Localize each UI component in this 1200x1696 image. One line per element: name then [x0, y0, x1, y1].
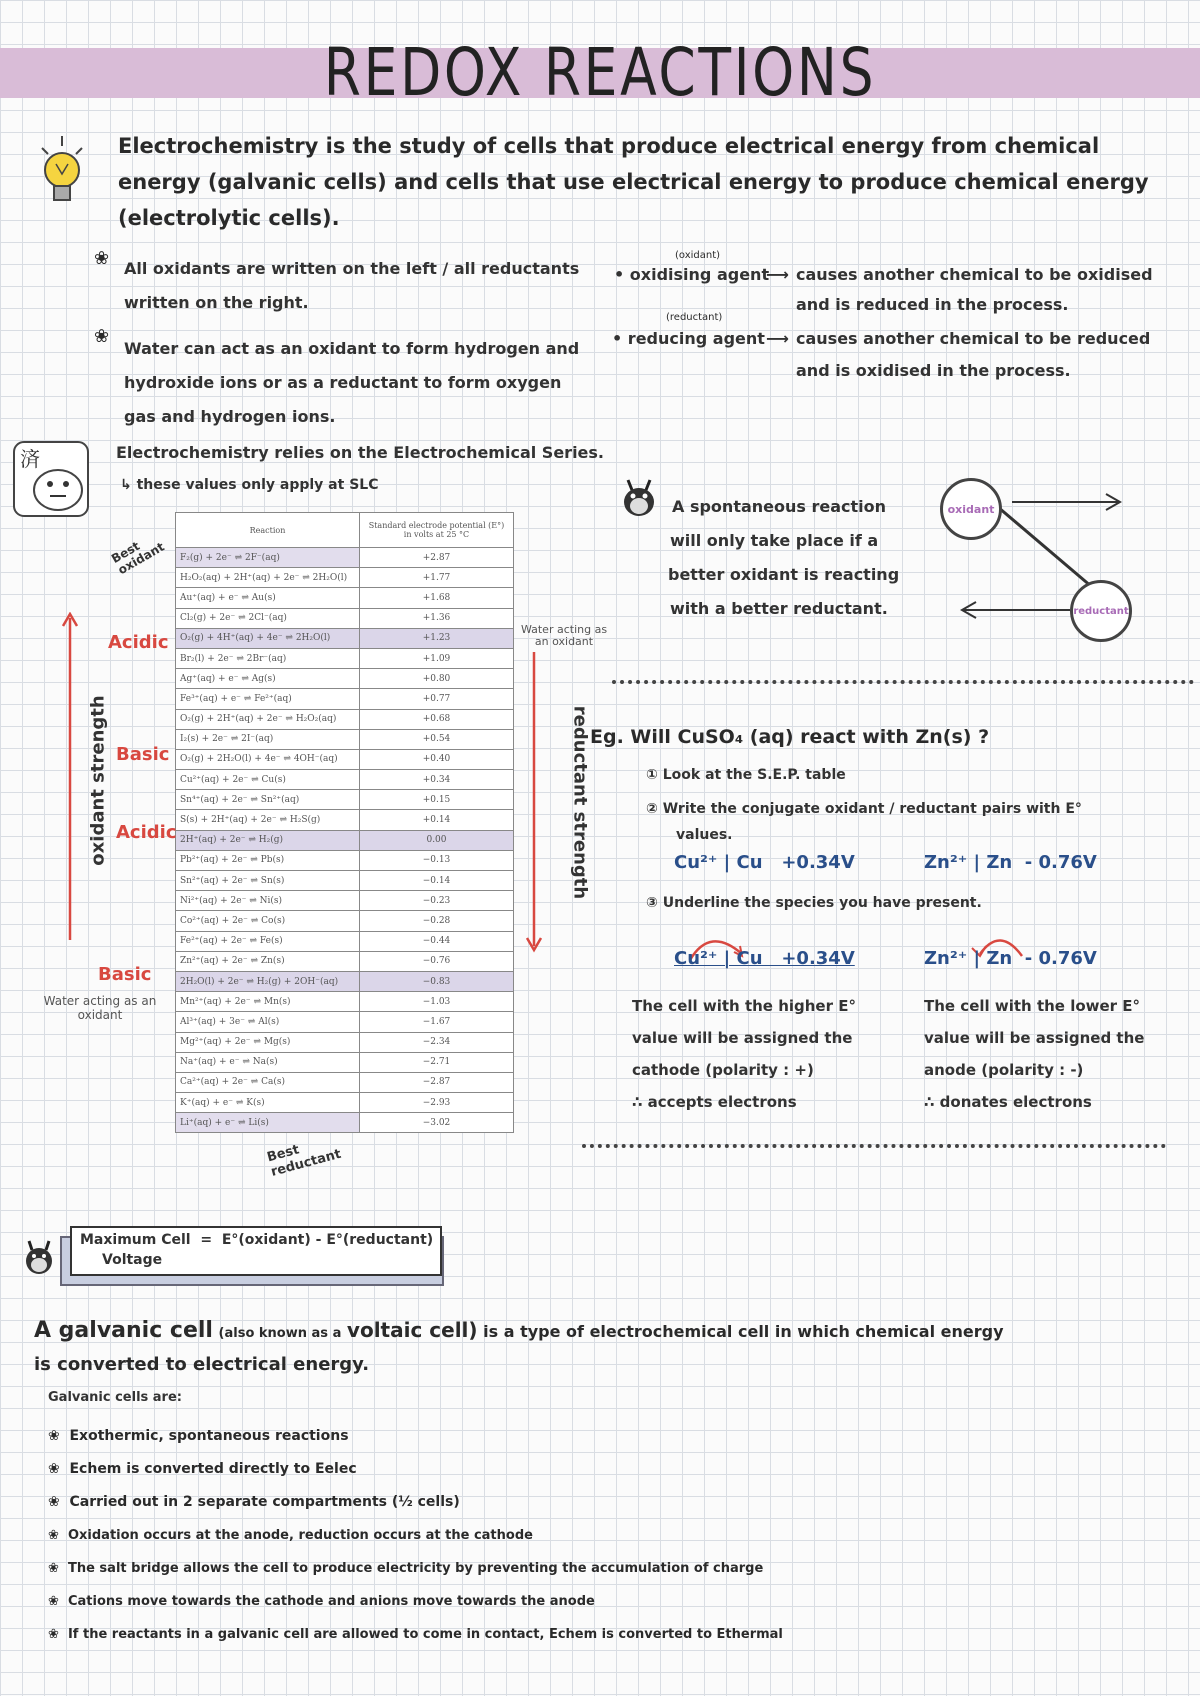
note-2a: Water can act as an oxidant to form hydrogen and [124, 339, 580, 358]
example-step-2: ② Write the conjugate oxidant / reductant pairs with E° [646, 801, 1082, 817]
reaction-cell: Cu²⁺(aq) + 2e⁻ ⇌ Cu(s) [176, 770, 360, 790]
table-row [176, 830, 514, 850]
reaction-cell: K⁺(aq) + e⁻ ⇌ K(s) [176, 1093, 360, 1113]
basic-label-2: Basic [98, 964, 152, 985]
totoro-icon [620, 474, 658, 518]
table-row [176, 548, 514, 568]
flower-bullet-icon: ❀ [94, 248, 110, 269]
potential-cell: −2.34 [360, 1032, 514, 1052]
potential-cell: −0.44 [360, 931, 514, 951]
reaction-cell: F₂(g) + 2e⁻ ⇌ 2F⁻(aq) [176, 548, 360, 568]
galvanic-bullet-5: The salt bridge allows the cell to produce electricity by preventing the accumulation of charge [67, 1561, 764, 1576]
totoro-sticker-icon [12, 440, 90, 518]
col-reaction: Reaction [176, 513, 360, 548]
table-row [176, 1093, 514, 1113]
reductant-strength-label: reductant strength [569, 705, 591, 900]
dotted-divider [612, 680, 1194, 684]
potential-cell: −0.76 [360, 951, 514, 971]
galvanic-term: A galvanic cell [34, 1318, 213, 1343]
left-rule-1: The cell with the higher E° [632, 997, 856, 1015]
potential-cell: +0.77 [360, 689, 514, 709]
potential-cell: +0.40 [360, 749, 514, 769]
reaction-cell: 2H₂O(l) + 2e⁻ ⇌ H₂(g) + 2OH⁻(aq) [176, 971, 360, 991]
voltage-line-2: Voltage [102, 1252, 163, 1268]
arrow-up-icon [60, 612, 80, 942]
reaction-cell: O₂(g) + 2H⁺(aq) + 2e⁻ ⇌ H₂O₂(aq) [176, 709, 360, 729]
note-2b: hydroxide ions or as a reductant to form oxygen [124, 373, 562, 392]
reaction-cell: Co²⁺(aq) + 2e⁻ ⇌ Co(s) [176, 911, 360, 931]
potential-cell: −0.83 [360, 971, 514, 991]
reaction-cell: Fe²⁺(aq) + 2e⁻ ⇌ Fe(s) [176, 931, 360, 951]
acidic-label-1: Acidic [108, 632, 169, 653]
totoro-icon [22, 1236, 56, 1276]
table-row [176, 1012, 514, 1032]
reaction-cell: Mg²⁺(aq) + 2e⁻ ⇌ Mg(s) [176, 1032, 360, 1052]
note-2c: gas and hydrogen ions. [124, 407, 336, 426]
right-rule-1: The cell with the lower E° [924, 997, 1141, 1015]
spontaneous-line-1: A spontaneous reaction [672, 497, 887, 516]
flower-bullet-icon: ❀ [48, 1561, 59, 1576]
flower-bullet-icon: ❀ [48, 1528, 59, 1543]
reaction-cell: Al³⁺(aq) + 3e⁻ ⇌ Al(s) [176, 1012, 360, 1032]
cu-pair-2: Cu²⁺ | Cu +0.34V [674, 948, 855, 969]
table-row [176, 689, 514, 709]
voltage-line-1: Maximum Cell = E°(oxidant) - E°(reductant) [80, 1232, 434, 1248]
spontaneous-line-4: with a better reductant. [670, 599, 888, 618]
reaction-cell: Zn²⁺(aq) + 2e⁻ ⇌ Zn(s) [176, 951, 360, 971]
reaction-cell: 2H⁺(aq) + 2e⁻ ⇌ H₂(g) [176, 830, 360, 850]
table-row [176, 971, 514, 991]
table-row [176, 992, 514, 1012]
table-row [176, 891, 514, 911]
oxidising-agent-label: • oxidising agent [614, 265, 770, 284]
svg-text:済: 済 [20, 447, 40, 471]
arrow-right-icon: ⟶ [766, 265, 789, 284]
flower-bullet-icon: ❀ [48, 1428, 60, 1444]
galvanic-bullet-6: Cations move towards the cathode and anions move towards the anode [67, 1594, 595, 1609]
reaction-cell: Mn²⁺(aq) + 2e⁻ ⇌ Mn(s) [176, 992, 360, 1012]
reaction-cell: I₂(s) + 2e⁻ ⇌ 2I⁻(aq) [176, 729, 360, 749]
acidic-label-2: Acidic [116, 822, 177, 843]
reaction-cell: Li⁺(aq) + e⁻ ⇌ Li(s) [176, 1113, 360, 1133]
cu-pair-1: Cu²⁺ | Cu +0.34V [674, 852, 855, 873]
example-step-3: ③ Underline the species you have present. [646, 895, 982, 911]
left-rule-3: cathode (polarity : +) [632, 1061, 814, 1079]
arrow-right-icon: ⟶ [766, 329, 789, 348]
water-oxidant-note-left: Water acting as an oxidant [43, 994, 157, 1022]
voltaic-term: voltaic cell) [346, 1318, 478, 1342]
oxidant-strength-label: oxidant strength [87, 695, 109, 866]
reaction-cell: Ni²⁺(aq) + 2e⁻ ⇌ Ni(s) [176, 891, 360, 911]
reaction-cell: Pb²⁺(aq) + 2e⁻ ⇌ Pb(s) [176, 850, 360, 870]
reaction-cell: Sn²⁺(aq) + 2e⁻ ⇌ Sn(s) [176, 871, 360, 891]
col-potential: Standard electrode potential (E°) in volts at 25 °C [360, 513, 514, 548]
galvanic-bullet-3: Carried out in 2 separate compartments (½ cells) [69, 1494, 460, 1510]
potential-cell: +0.54 [360, 729, 514, 749]
note-1b: written on the right. [124, 293, 309, 312]
sep-table-wrapper [175, 512, 514, 1133]
note-1a: All oxidants are written on the left / all reductants [124, 259, 580, 278]
flower-bullet-icon: ❀ [94, 326, 110, 347]
potential-cell: −1.03 [360, 992, 514, 1012]
reducing-desc-2: and is oxidised in the process. [796, 361, 1071, 380]
galvanic-aka: (also known as a [218, 1326, 342, 1341]
reaction-cell: S(s) + 2H⁺(aq) + 2e⁻ ⇌ H₂S(g) [176, 810, 360, 830]
lightbulb-icon [36, 134, 88, 212]
oxidant-small-label: (oxidant) [675, 250, 721, 261]
potential-cell: +1.36 [360, 608, 514, 628]
table-row [176, 810, 514, 830]
potential-cell: −0.28 [360, 911, 514, 931]
example-step-2b: values. [676, 827, 733, 843]
right-rule-3: anode (polarity : -) [924, 1061, 1084, 1079]
left-rule-2: value will be assigned the [632, 1029, 853, 1047]
spontaneous-line-3: better oxidant is reacting [668, 565, 900, 584]
flower-bullet-icon: ❀ [48, 1494, 60, 1510]
oxidising-desc-2: and is reduced in the process. [796, 295, 1069, 314]
galvanic-line-2: is converted to electrical energy. [34, 1354, 370, 1375]
series-line-2: these values only apply at SLC [136, 477, 379, 493]
table-row [176, 608, 514, 628]
reaction-cell: H₂O₂(aq) + 2H⁺(aq) + 2e⁻ ⇌ 2H₂O(l) [176, 568, 360, 588]
flower-bullet-icon: ❀ [48, 1627, 59, 1642]
potential-cell: +0.15 [360, 790, 514, 810]
potential-cell: +0.68 [360, 709, 514, 729]
table-row [176, 1113, 514, 1133]
reducing-agent-label: • reducing agent [612, 329, 765, 348]
zn-pair-2: Zn²⁺ | Zn - 0.76V [924, 948, 1097, 969]
potential-cell: +1.09 [360, 648, 514, 668]
potential-cell: +2.87 [360, 548, 514, 568]
example-question: Eg. Will CuSO₄ (aq) react with Zn(s) ? [590, 726, 990, 748]
potential-cell: +1.23 [360, 628, 514, 648]
reducing-desc-1: causes another chemical to be reduced [796, 329, 1151, 348]
potential-cell: −0.23 [360, 891, 514, 911]
table-row [176, 1032, 514, 1052]
potential-cell: −2.71 [360, 1052, 514, 1072]
table-row [176, 951, 514, 971]
left-rule-4: ∴ accepts electrons [632, 1093, 797, 1111]
galvanic-bullet-1: Exothermic, spontaneous reactions [69, 1428, 349, 1444]
table-row [176, 648, 514, 668]
table-row [176, 931, 514, 951]
intro-line-2: energy (galvanic cells) and cells that use electrical energy to produce chemical energy [118, 170, 1149, 194]
potential-cell: +1.77 [360, 568, 514, 588]
table-row [176, 749, 514, 769]
best-oxidant-label: Best oxidant [109, 538, 167, 578]
table-row [176, 911, 514, 931]
potential-cell: +0.14 [360, 810, 514, 830]
reaction-cell: Na⁺(aq) + e⁻ ⇌ Na(s) [176, 1052, 360, 1072]
reductant-circle-label: reductant [1073, 605, 1129, 617]
flower-bullet-icon: ❀ [48, 1594, 59, 1609]
potential-cell: −1.67 [360, 1012, 514, 1032]
example-step-1: ① Look at the S.E.P. table [646, 767, 846, 783]
table-row [176, 729, 514, 749]
reaction-cell: Br₂(l) + 2e⁻ ⇌ 2Br⁻(aq) [176, 648, 360, 668]
intro-line-1: Electrochemistry is the study of cells that produce electrical energy from chemical [118, 134, 1100, 158]
potential-cell: −3.02 [360, 1113, 514, 1133]
table-row [176, 1072, 514, 1092]
table-row [176, 669, 514, 689]
zn-pair-1: Zn²⁺ | Zn - 0.76V [924, 852, 1097, 873]
reaction-cell: Fe³⁺(aq) + e⁻ ⇌ Fe²⁺(aq) [176, 689, 360, 709]
table-row [176, 568, 514, 588]
potential-cell: −0.14 [360, 871, 514, 891]
dotted-divider [582, 1144, 1166, 1148]
reaction-cell: Cl₂(g) + 2e⁻ ⇌ 2Cl⁻(aq) [176, 608, 360, 628]
series-line-1: Electrochemistry relies on the Electrochemical Series. [116, 443, 604, 462]
table-row [176, 871, 514, 891]
reaction-cell: Sn⁴⁺(aq) + 2e⁻ ⇌ Sn²⁺(aq) [176, 790, 360, 810]
reaction-cell: O₂(g) + 2H₂O(l) + 4e⁻ ⇌ 4OH⁻(aq) [176, 749, 360, 769]
potential-cell: +0.80 [360, 669, 514, 689]
reaction-cell: Ag⁺(aq) + e⁻ ⇌ Ag(s) [176, 669, 360, 689]
table-row [176, 790, 514, 810]
voltage-box [70, 1226, 442, 1276]
reaction-cell: Au⁺(aq) + e⁻ ⇌ Au(s) [176, 588, 360, 608]
potential-cell: −2.93 [360, 1093, 514, 1113]
table-row [176, 709, 514, 729]
potential-cell: 0.00 [360, 830, 514, 850]
table-row [176, 850, 514, 870]
potential-cell: −2.87 [360, 1072, 514, 1092]
table-row [176, 770, 514, 790]
galvanic-bullet-4: Oxidation occurs at the anode, reduction occurs at the cathode [67, 1528, 533, 1543]
table-row [176, 628, 514, 648]
reaction-cell: Ca²⁺(aq) + 2e⁻ ⇌ Ca(s) [176, 1072, 360, 1092]
galvanic-def: is a type of electrochemical cell in which chemical energy [483, 1322, 1004, 1341]
table-row [176, 1052, 514, 1072]
galvanic-bullet-2: Echem is converted directly to Eelec [69, 1461, 357, 1477]
intro-line-3: (electrolytic cells). [118, 206, 340, 230]
oxidising-desc-1: causes another chemical to be oxidised [796, 265, 1153, 284]
spontaneous-line-2: will only take place if a [670, 531, 879, 550]
arrow-down-icon [524, 650, 544, 955]
table-row [176, 588, 514, 608]
potential-cell: −0.13 [360, 850, 514, 870]
sep-table [175, 512, 514, 1133]
galvanic-bullet-7: If the reactants in a galvanic cell are allowed to come in contact, Echem is converted to Ethermal [67, 1627, 783, 1642]
water-oxidant-note-right: Water acting as an oxidant [520, 623, 608, 648]
basic-label-1: Basic [116, 744, 170, 765]
flower-bullet-icon: ❀ [48, 1461, 60, 1477]
potential-cell: +0.34 [360, 770, 514, 790]
right-rule-2: value will be assigned the [924, 1029, 1145, 1047]
right-rule-4: ∴ donates electrons [924, 1093, 1092, 1111]
reductant-small-label: (reductant) [666, 312, 723, 323]
page-title: REDOX REACTIONS [323, 34, 877, 111]
reaction-cell: O₂(g) + 4H⁺(aq) + 4e⁻ ⇌ 2H₂O(l) [176, 628, 360, 648]
best-reductant-label: Best reductant [265, 1142, 343, 1180]
galvanic-subheading: Galvanic cells are: [48, 1390, 182, 1405]
potential-cell: +1.68 [360, 588, 514, 608]
oxidant-circle-label: oxidant [947, 502, 995, 516]
